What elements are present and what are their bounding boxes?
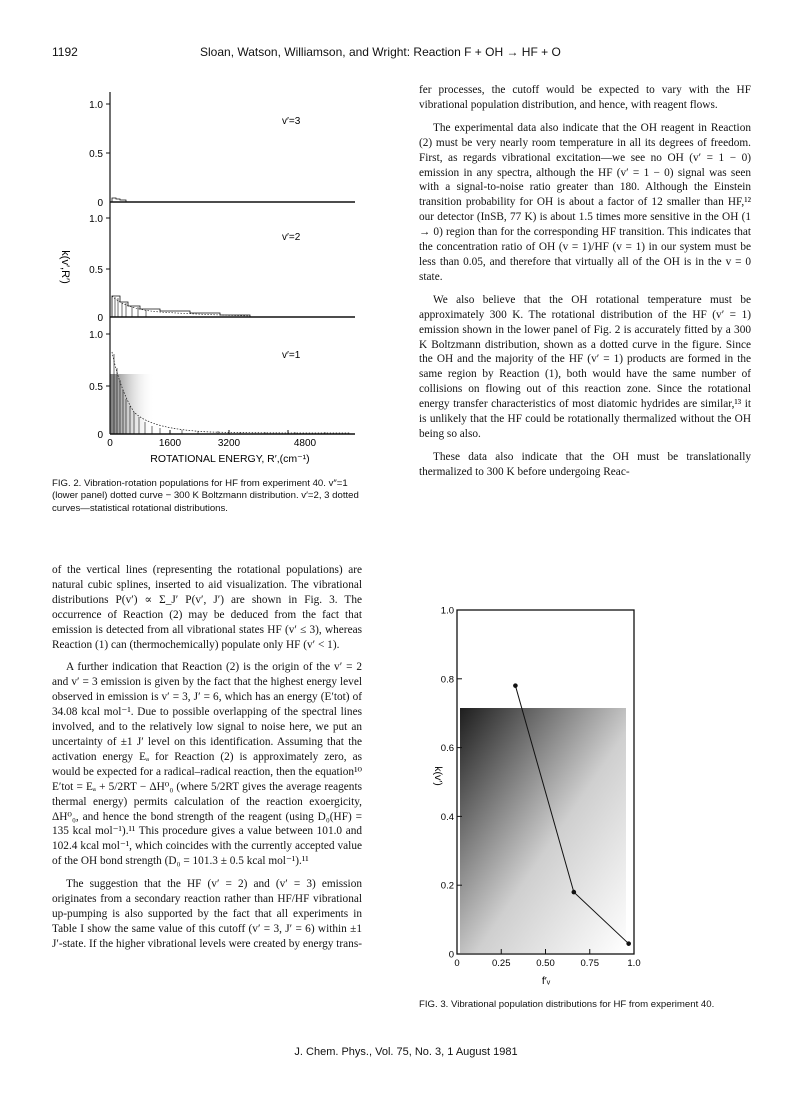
fig3-shade — [460, 708, 626, 953]
fig2-xtick-1600: 1600 — [158, 438, 182, 449]
fig3-ytick-label: 0.2 — [440, 880, 454, 892]
fig3-xlabel: f′ᵥ — [541, 975, 551, 987]
left-paragraph-1: of the vertical lines (representing the rotational populations) are natural cubic splines, inserted to aid visualization. The vibrational distributions P(v′) ∝ Σ_J′ P(v′, J′) are shown in Fig. 3. The occurrence of Reaction (2) may be deduced from the fact that emission is detected from all vibrational states HF (v′ ≤ 3), whereas Reaction (1) can (thermochemically) populate only HF (v′ < 1). — [52, 564, 362, 651]
fig2-p3-label: v′=3 — [282, 116, 301, 127]
journal-footer: J. Chem. Phys., Vol. 75, No. 3, 1 August 1981 — [294, 1046, 518, 1058]
fig3-caption: FIG. 3. Vibrational population distributions for HF from experiment 40. — [419, 999, 715, 1010]
fig2-p3-ytick-05: 0.5 — [89, 149, 103, 160]
fig3-xtick-label: 0.50 — [536, 958, 555, 969]
left-paragraph-3: The suggestion that the HF (v′ = 2) and (v′ = 3) emission originates from a secondary reaction rather than HF/HF vibrational up-pumping is also supported by the fact that all experiments in Table I show the same value of this cutoff (v′ = 3, J′ = 6) within ±1 J′-state. If the higher vibrational levels were created by energy trans- — [52, 878, 362, 950]
fig2-p2-ytick-1: 1.0 — [89, 214, 103, 225]
fig3-ytick-label: 0.6 — [440, 743, 454, 755]
fig3-ylabel: k(v′) — [432, 766, 444, 786]
right-paragraph-2: The experimental data also indicate that the OH reagent in Reaction (2) must be very nearly room temperature in all its degrees of freedom. First, as regards vibrational excitation—we see no OH (v′ = 1 − 0) emission in any spectra, although the HF (v′ = 1 − 0) signal was seen with a signal-to-noise ratio greater than 180. Although the Einstein transition probability for OH is about a factor of 12 smaller than HF,¹² our detector (InSB, 77 K) is about 1.5 times more sensitive in the OH (1 → 0) region than for the corresponding HF transition. This indicates that the concentration ratio of OH (v = 1)/HF (v = 1) in our system must be less than 0.05, and therefore that virtually all of the OH is in the v = 0 state. — [419, 121, 751, 283]
fig2-p2-ytick-0: 0 — [97, 313, 103, 324]
fig3-ytick-label: 1.0 — [440, 605, 454, 617]
right-column — [419, 83, 751, 488]
fig3-data-point — [626, 941, 631, 946]
fig2-p1-ytick-0: 0 — [97, 430, 103, 441]
page-number: 1192 — [52, 45, 78, 59]
fig3-ytick-label: 0 — [448, 949, 454, 961]
fig3-xtick-label: 0.75 — [580, 958, 599, 969]
running-title: Sloan, Watson, Williamson, and Wright: Reaction F + OH → HF + O — [200, 45, 561, 59]
fig3-ytick-label: 0.4 — [440, 811, 454, 823]
fig2-p2-label: v′=2 — [282, 232, 301, 243]
right-paragraph-3: We also believe that the OH rotational temperature must be approximately 300 K. The rotational distribution of the HF (v′ = 1) emission shown in the lower panel of Fig. 2 is accurately fitted by a 300 K Boltzmann distribution, shown as a dotted curve in the figure. Since the OH and the majority of the HF (v′ = 1) products are formed in the same region by Reaction (1), both would have the same number of collisions on flowing out of this reaction zone. Since the rotational energy transfer characteristics of most diatomic hydrides are similar,¹³ it is unlikely that the HF could be rotationally thermalized without the OH being so also. — [419, 293, 751, 440]
fig3-xtick-label: 0 — [454, 958, 460, 969]
fig3-xtick-label: 1.0 — [627, 958, 641, 969]
fig2-xtick-4800: 4800 — [293, 438, 317, 449]
figure-3 — [425, 598, 745, 994]
fig2-xtick-0: 0 — [107, 438, 113, 449]
fig2-p3-ytick-0: 0 — [97, 198, 103, 209]
right-paragraph-1: fer processes, the cutoff would be expected to vary with the HF vibrational population distribution, and hence, with reagent flows. — [419, 84, 751, 111]
fig2-xlabel: ROTATIONAL ENERGY, R′,(cm⁻¹) — [150, 453, 310, 465]
right-paragraph-4: These data also indicate that the OH must be translationally thermalized to 300 K before undergoing Reac- — [419, 450, 751, 478]
figure-2 — [50, 82, 370, 470]
fig2-panel-v1 — [89, 317, 355, 465]
fig2-p2-ytick-05: 0.5 — [89, 265, 103, 276]
fig3-data-point — [513, 683, 518, 688]
fig3-xtick-label: 0.25 — [492, 958, 511, 969]
fig2-p1-ytick-1: 1.0 — [89, 330, 103, 341]
fig2-panel-v2 — [89, 202, 355, 324]
fig2-p1-label: v′=1 — [282, 350, 301, 361]
left-column — [52, 563, 362, 960]
fig3-data-point — [572, 890, 577, 895]
left-paragraph-2: A further indication that Reaction (2) is the origin of the v′ = 2 and v′ = 3 emission is given by the fact that the highest energy level observed in emission is v′ = 3, J′ = 6, which has an energy (E′tot) of 34.08 kcal mol⁻¹. Due to possible overlapping of the spectral lines involved, and to the relatively low signal to noise here, we put an uncertainty of ±1 J′ level on this identification. Assuming that the activation energy Eₐ for Reaction (2) is approximately zero, as would be expected for a radical–radical reaction, then the equation¹⁰ E′tot = Eₐ + 5/2RT − ΔH⁰₀ (where 5/2RT gives the average reagents thermal energy) permits calculation of the reaction exoergicity, ΔH⁰₀, and hence the bond strength of the reagent (using D₀(HF) = 135 kcal mol⁻¹).¹¹ This procedure gives a value between 101.0 and 102.4 kcal mol⁻¹, which coincides with the currently accepted value of the OH bond strength (D₀ = 101.3 ± 0.5 kcal mol⁻¹).¹¹ — [52, 661, 362, 868]
fig2-p3-ytick-1: 1.0 — [89, 100, 103, 111]
fig2-p1-ytick-05: 0.5 — [89, 382, 103, 393]
fig2-caption: FIG. 2. Vibration-rotation populations for HF from experiment 40. v″=1 (lower panel) dotted curve − 300 K Boltzmann distribution. v′=2, 3 dotted curves—statistical rotational distributions. — [52, 478, 359, 514]
fig3-ytick-label: 0.8 — [440, 674, 454, 686]
fig2-panel-v3 — [89, 92, 355, 209]
fig2-xtick-3200: 3200 — [217, 438, 241, 449]
fig2-ylabel: k(v′,R′) — [59, 250, 71, 284]
